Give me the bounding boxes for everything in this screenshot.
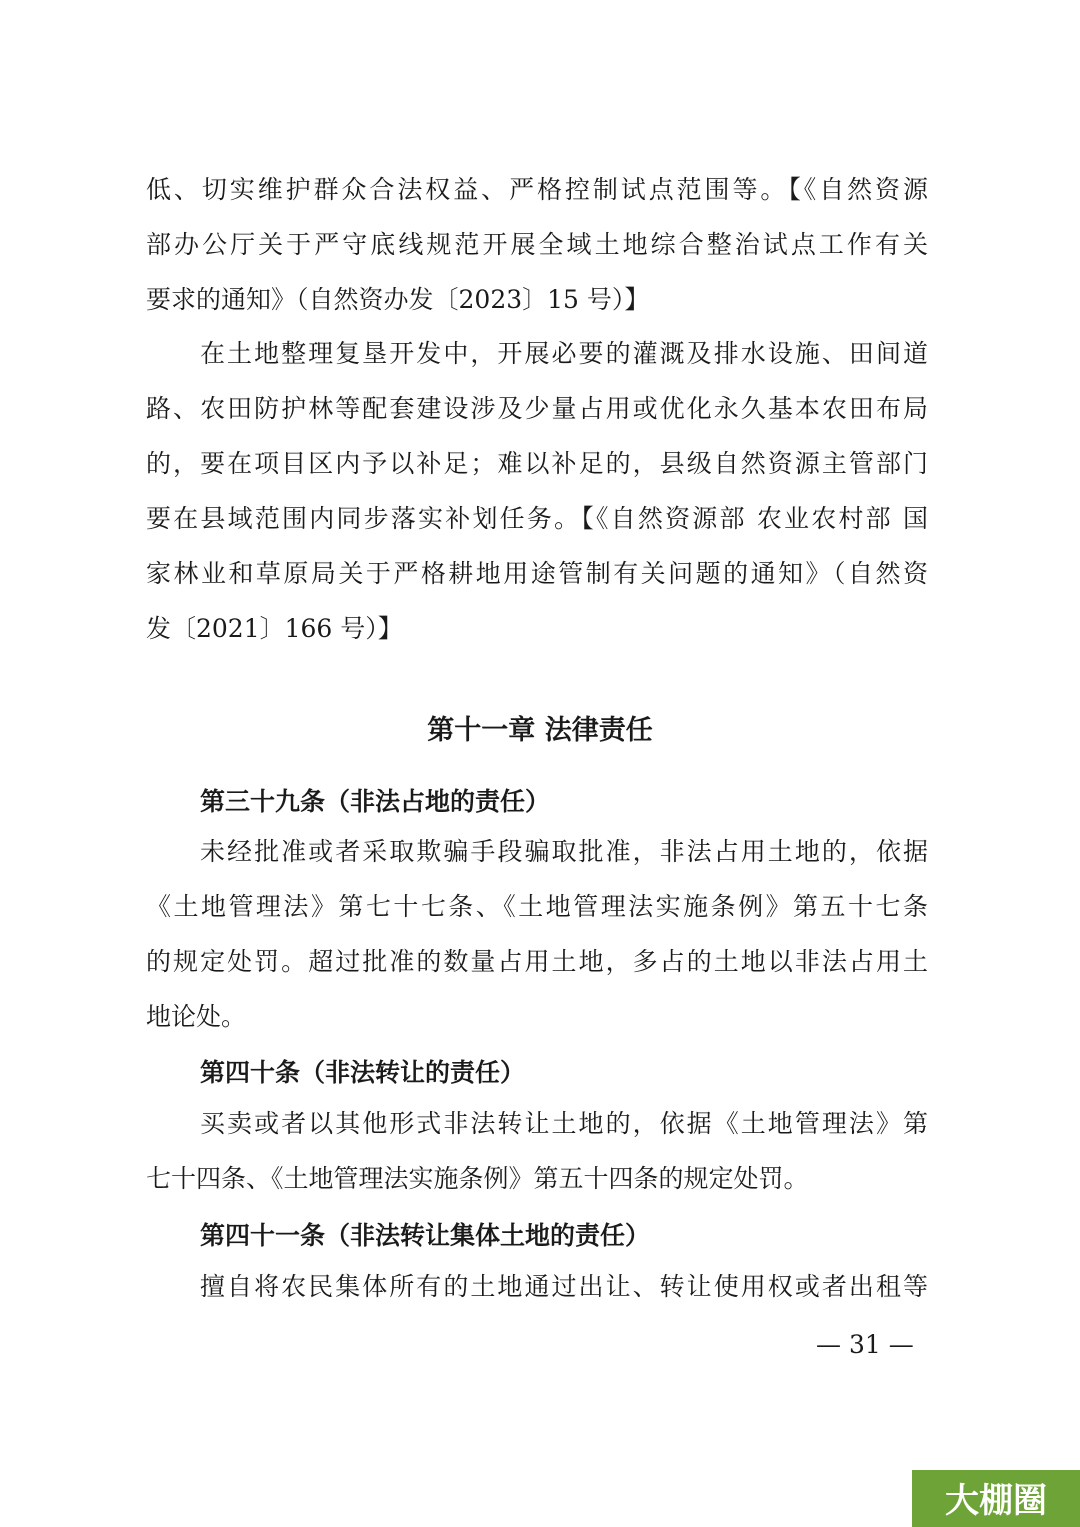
article-title: 第三十九条（非法占地的责任） [200, 787, 551, 816]
text-line: 路、农田防护林等配套建设涉及少量占用或优化永久基本农田布局 [146, 394, 928, 423]
text-line: 买卖或者以其他形式非法转让土地的，依据《土地管理法》第 [200, 1109, 928, 1138]
text-line: 低、切实维护群众合法权益、严格控制试点范围等。【《自然资源 [146, 175, 928, 204]
watermark-logo [912, 1470, 1080, 1527]
article-title: 第四十条（非法转让的责任） [200, 1058, 526, 1087]
page-number: — 31 — [816, 1330, 914, 1359]
text-line: 擅自将农民集体所有的土地通过出让、转让使用权或者出租等 [200, 1272, 928, 1301]
text-line: 要在县域范围内同步落实补划任务。【《自然资源部 农业农村部 国 [146, 504, 928, 533]
text-line: 发〔2021〕166 号）】 [146, 614, 403, 643]
text-line: 《土地管理法》第七十七条、《土地管理法实施条例》第五十七条 [146, 892, 928, 921]
text-line: 的，要在项目区内予以补足；难以补足的，县级自然资源主管部门 [146, 449, 928, 478]
text-line: 未经批准或者采取欺骗手段骗取批准，非法占用土地的，依据 [200, 837, 928, 866]
text-line: 地论处。 [146, 1002, 247, 1031]
text-line: 在土地整理复垦开发中，开展必要的灌溉及排水设施、田间道 [200, 339, 928, 368]
text-line: 七十四条、《土地管理法实施条例》第五十四条的规定处罚。 [146, 1164, 809, 1193]
paragraph [146, 326, 928, 656]
watermark-text: 大棚圈 [945, 1480, 1047, 1521]
article-body [146, 1259, 928, 1314]
text-line: 的规定处罚。超过批准的数量占用土地，多占的土地以非法占用土 [146, 947, 928, 976]
chapter-title: 第十一章 法律责任 [427, 715, 653, 746]
text-line: 家林业和草原局关于严格耕地用途管制有关问题的通知》（自然资 [146, 559, 928, 588]
text-line: 要求的通知》（自然资办发〔2023〕15 号）】 [146, 285, 650, 314]
article-body [146, 824, 928, 1044]
article-title: 第四十一条（非法转让集体土地的责任） [200, 1221, 651, 1250]
text-line: 部办公厅关于严守底线规范开展全域土地综合整治试点工作有关 [146, 230, 928, 259]
watermark-logo-icon [921, 1477, 1071, 1521]
article-body [146, 1096, 928, 1206]
paragraph-continuation [146, 162, 928, 327]
